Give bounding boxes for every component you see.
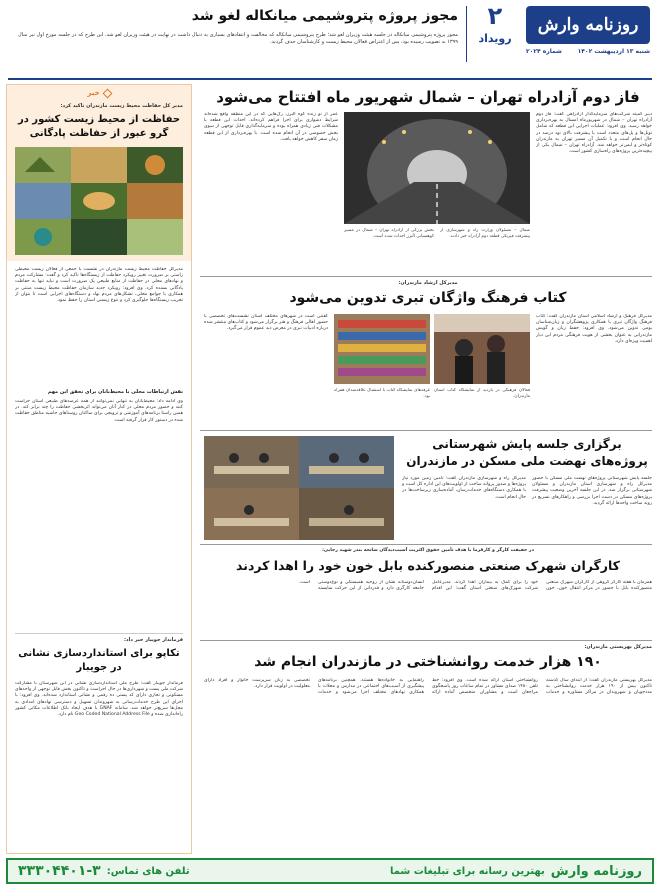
sidebar-label-bar bbox=[7, 87, 191, 99]
sidebar-headline: حفاظت از محیط زیست کشور در گرو عبور از حفاظت پادگانی bbox=[17, 114, 181, 139]
book-body: مدیرکل فرهنگ و ارشاد اسلامی استان مازندران گفت: کتاب فرهنگ واژگان تبری با همکاری پژوهشگران و زبان‌شناسان بومی تدوین می‌شود. وی افزود: حفظ زبان و گویش مازندرانی به عنوان بخشی از هویت فرهنگی مردم این دیار اهمیت ویژه‌ای دارد. bbox=[536, 314, 652, 344]
meeting-graphic bbox=[204, 436, 394, 540]
issue-date: شنبه ۱۳ اردیبهشت ۱۴۰۲ bbox=[577, 48, 650, 55]
issue-number: شماره ۲۰۲۴ bbox=[526, 48, 562, 55]
sidebar-body-2: وی ادامه داد: محیط‌بانان به تنهایی نمی‌توانند از همه عرصه‌های طبیعی استان حراست کنند و حضور مردم محلی در کنار آنان می‌تواند اثربخشی حفاظت را چند برابر کند. در همین راستا برنامه‌های آموزشی و ترویجی برای ساکنان روستاهای حاشیه مناطق حفاظت شده در دستور کار قرار گرفته است. bbox=[15, 399, 183, 423]
ad-brand: روزنامه وارش bbox=[550, 863, 642, 879]
tunnel-caption-2: بخش بزرگی از آزادراه تهران – شمال در مسیر کوهستانی البرز احداث شده است. bbox=[344, 228, 434, 239]
housing-meeting-photo bbox=[204, 436, 394, 540]
book-fair-graphic-2 bbox=[334, 314, 430, 384]
sidebar-body-3: فرماندار جویبار گفت: طرح ملی استانداردسازی نشانی در این شهرستان با مشارکت شرکت ملی پست و شهرداری‌ها در حال اجراست و تاکنون بخش قابل توجهی از واحدهای مسکونی و تجاری دارای کد پستی ده رقمی و نشانی استاندارد شده‌اند. وی افزود: با اجرای این طرح خدمات‌رسانی به شهروندان تسهیل و دسترسی نهادهای امدادی به محل‌ها سریع‌تر خواهد شد. سامانه GNAF با هدف ایجاد بانک اطلاعات مکانی کشور راه‌اندازی شده و Geo Coded National Address File نام دارد. bbox=[15, 681, 183, 718]
sidebar-kicker: مدیر کل حفاظت محیط زیست مازندران تاکید کرد: bbox=[60, 103, 183, 109]
ad-phone-label: تلفن های تماس: bbox=[106, 865, 190, 877]
masthead-logo bbox=[526, 6, 650, 44]
sidebar-kicker-2: فرماندار جویبار خبر داد: bbox=[124, 637, 183, 643]
book-photo-2 bbox=[334, 314, 430, 384]
logo-text: روزنامه وارش bbox=[537, 15, 639, 35]
nature-photo-collage bbox=[15, 147, 183, 255]
top-story-headline: مجوز پروژه پتروشیمی میانکاله لغو شد bbox=[191, 8, 458, 24]
book-kicker: مدیرکل ارشاد مازندران: bbox=[398, 280, 458, 286]
book-caption-2: غرفه‌های نمایشگاه کتاب با استقبال علاقه‌مندان همراه بود. bbox=[334, 388, 430, 399]
diamond-icon bbox=[102, 88, 112, 98]
masthead bbox=[0, 0, 660, 80]
highway-headline: فاز دوم آزادراه تهران – شمال شهریور ماه افتتاح می‌شود bbox=[216, 88, 640, 106]
top-story-body: مجوز پروژه پتروشیمی میانکاله در جلسه هیئت وزیران لغو شد؛ طرح پتروشیمی میانکاله که مخالفت و انتقادهای بسیاری به دنبال داشت در نهایت در هیئت وزیران لغو شد. این طرح که در جلسه مورخ اول تیر سال ۱۳۹۹ به تصویب رسیده بود، پس از اعتراض فعالان محیط زیست و کارشناسان حذف گردید. bbox=[18, 32, 458, 45]
health-body: مدیرکل بهزیستی مازندران گفت: از ابتدای سال گذشته تاکنون بیش از ۱۹۰ هزار خدمت روانشناختی به مددجویان و شهروندان در مراکز مشاوره و خدمات روانشناختی استان ارائه شده است. وی افزود: خط تلفن ۱۴۸۰ صدای مشاور در تمام ساعات روز پاسخگوی مراجعان است و مشاوران متخصص آماده ارائه راهنمایی به خانواده‌ها هستند. همچنین برنامه‌های پیشگیری از آسیب‌های اجتماعی در مدارس و محلات با همکاری نهادهای مختلف اجرا می‌شود و خدمات تخصصی به زنان سرپرست خانوار و افراد دارای معلولیت در اولویت قرار دارد. bbox=[204, 678, 652, 696]
page-number: ۲ bbox=[487, 2, 503, 30]
housing-body-2: مدیرکل راه و شهرسازی مازندران گفت: تأمین زمین مورد نیاز پروژه‌ها و صدور پروانه ساخت از اولویت‌های این اداره کل است و با همکاری دستگاه‌های خدمات‌رسان، آماده‌سازی زیرساخت‌ها در حال انجام است. bbox=[402, 476, 526, 500]
worker-headline: کارگران شهرک صنعتی منصورکنده بابل خون خود را اهدا کردند bbox=[236, 558, 620, 573]
ad-slogan: بهترین رسانه برای تبلیغات شما bbox=[389, 865, 545, 877]
book-photo-1 bbox=[434, 314, 530, 384]
sidebar-label: خبر bbox=[87, 89, 100, 97]
worker-body: همزمان با هفته کارگر گروهی از کارگران شهرک صنعتی منصورکنده بابل با حضور در مرکز انتقال خون، خون خود را برای کمک به بیماران اهدا کردند. مدیرعامل شرکت شهرک‌های صنعتی استان گفت: این اقدام انسان‌دوستانه نشان از روحیه همبستگی و نوع‌دوستی جامعه کارگری دارد و قدردانی از این حرکت شایسته است. bbox=[298, 580, 652, 592]
health-headline: ۱۹۰ هزار خدمت روانشناختی در مازندران انجام شد bbox=[254, 654, 602, 670]
housing-headline: برگزاری جلسه پایش شهرستانی پروژه‌های نهضت ملی مسکن در مازندران bbox=[406, 437, 648, 468]
highway-body-2: عمر از نو زنده کوه البرز، رگ‌هایی که در این منطقه واقع شده‌اند شرایط دشواری برای اجرا فراهم کرده‌اند. احداث این قطعه با مشکلات فنی زیادی همراه بوده و سرمایه‌گذاری قابل توجهی از سوی بخش خصوصی در آن انجام شده است. با بهره‌برداری از این قطعه زمان سفر کاهش خواهد یافت. bbox=[204, 112, 338, 142]
sidebar-body-1: مدیرکل حفاظت محیط زیست مازندران در نشست با جمعی از فعالان زیست محیطی راستی بر ضرورت تغییر رویکرد حفاظت از زیستگاه‌ها تاکید کرد و گفت: مشارکت مردم و نهادهای محلی در حفاظت از منابع طبیعی یک ضرورت است و نباید تنها به حفاظت پادگانی بسنده کرد. وی افزود: رویکرد جدید سازمان حفاظت محیط زیست مبتنی بر همکاری با جوامع محلی، تشکل‌های مردم نهاد و دستگاه‌های اجرایی است تا بتوان از تخریب زیستگاه‌ها جلوگیری کرد و تنوع زیستی استان را حفظ نمود. bbox=[15, 267, 183, 304]
book-fair-graphic-1 bbox=[434, 314, 530, 384]
highway-body: دبیر کمیته شرکت‌های سرمایه‌گذار آزادراهی گفت: فاز دوم آزادراه تهران – شمال در شهریورماه امسال به بهره‌برداری خواهد رسید. وی افزود: عملیات اجرایی این قطعه که شامل تونل‌ها و پل‌های متعدد است با پیشرفت بالای نود درصد در حال انجام است و با تکمیل آن مسیر تهران به مازندران کوتاه‌تر و ایمن‌تر خواهد شد. آزادراه تهران – شمال یکی از پیچیده‌ترین پروژه‌های راه‌سازی کشور است. bbox=[536, 112, 652, 155]
collage-graphic bbox=[15, 147, 183, 255]
issue-info bbox=[526, 48, 650, 55]
book-caption-1: فعالان فرهنگی در بازدید از نمایشگاه کتاب استان مازندران. bbox=[434, 388, 530, 399]
ad-phone-group bbox=[18, 863, 190, 879]
tunnel-caption-1: شمال – مسئولان وزارت راه و شهرسازی از پیشرفت فیزیکی قطعه دوم آزادراه خبر دادند. bbox=[440, 228, 530, 239]
tunnel-graphic bbox=[344, 112, 530, 224]
health-kicker: مدیرکل بهزیستی مازندران: bbox=[584, 644, 652, 650]
worker-kicker: در حقیقت کارگر و کارفرما با هدف تأمین حقوق اکثریت آسیب‌دیدگان سانحه بندر شهید رجایی: bbox=[322, 548, 534, 553]
footer-ad[interactable] bbox=[6, 858, 654, 884]
sidebar bbox=[6, 84, 192, 854]
ad-brand-group bbox=[390, 864, 642, 879]
book-headline: کتاب فرهنگ واژگان تبری تدوین می‌شود bbox=[289, 290, 567, 306]
book-body-2: گفتنی است در شهرهای مختلف استان نشست‌های تخصصی با حضور اهالی فرهنگ و هنر برگزار می‌شود و کتاب‌های منتشر شده درباره ادبیات تبری در معرض دید عموم قرار می‌گیرد. bbox=[204, 314, 328, 332]
housing-body: جلسه پایش شهرستانی پروژه‌های نهضت ملی مسکن با حضور مدیرکل راه و شهرسازی استان مازندران و مسئولان شهرستانی برگزار شد. در این جلسه آخرین وضعیت پیشرفت پروژه‌های مسکن در دست اجرا بررسی و راهکارهای تسریع در روند ساخت واحدها ارائه گردید. bbox=[532, 476, 652, 506]
sidebar-subhead: نقش ارتباطات محلی با محیط‌بانان برای تحقق این مهم bbox=[47, 389, 183, 395]
section-label: رویداد bbox=[478, 32, 512, 45]
sidebar-headline-2: تکاپو برای استانداردسازی نشانی در جویبار bbox=[18, 648, 180, 673]
tunnel-photo bbox=[344, 112, 530, 224]
ad-phone: ۳۳۳۰۴۴۰۱-۳ bbox=[18, 863, 101, 879]
